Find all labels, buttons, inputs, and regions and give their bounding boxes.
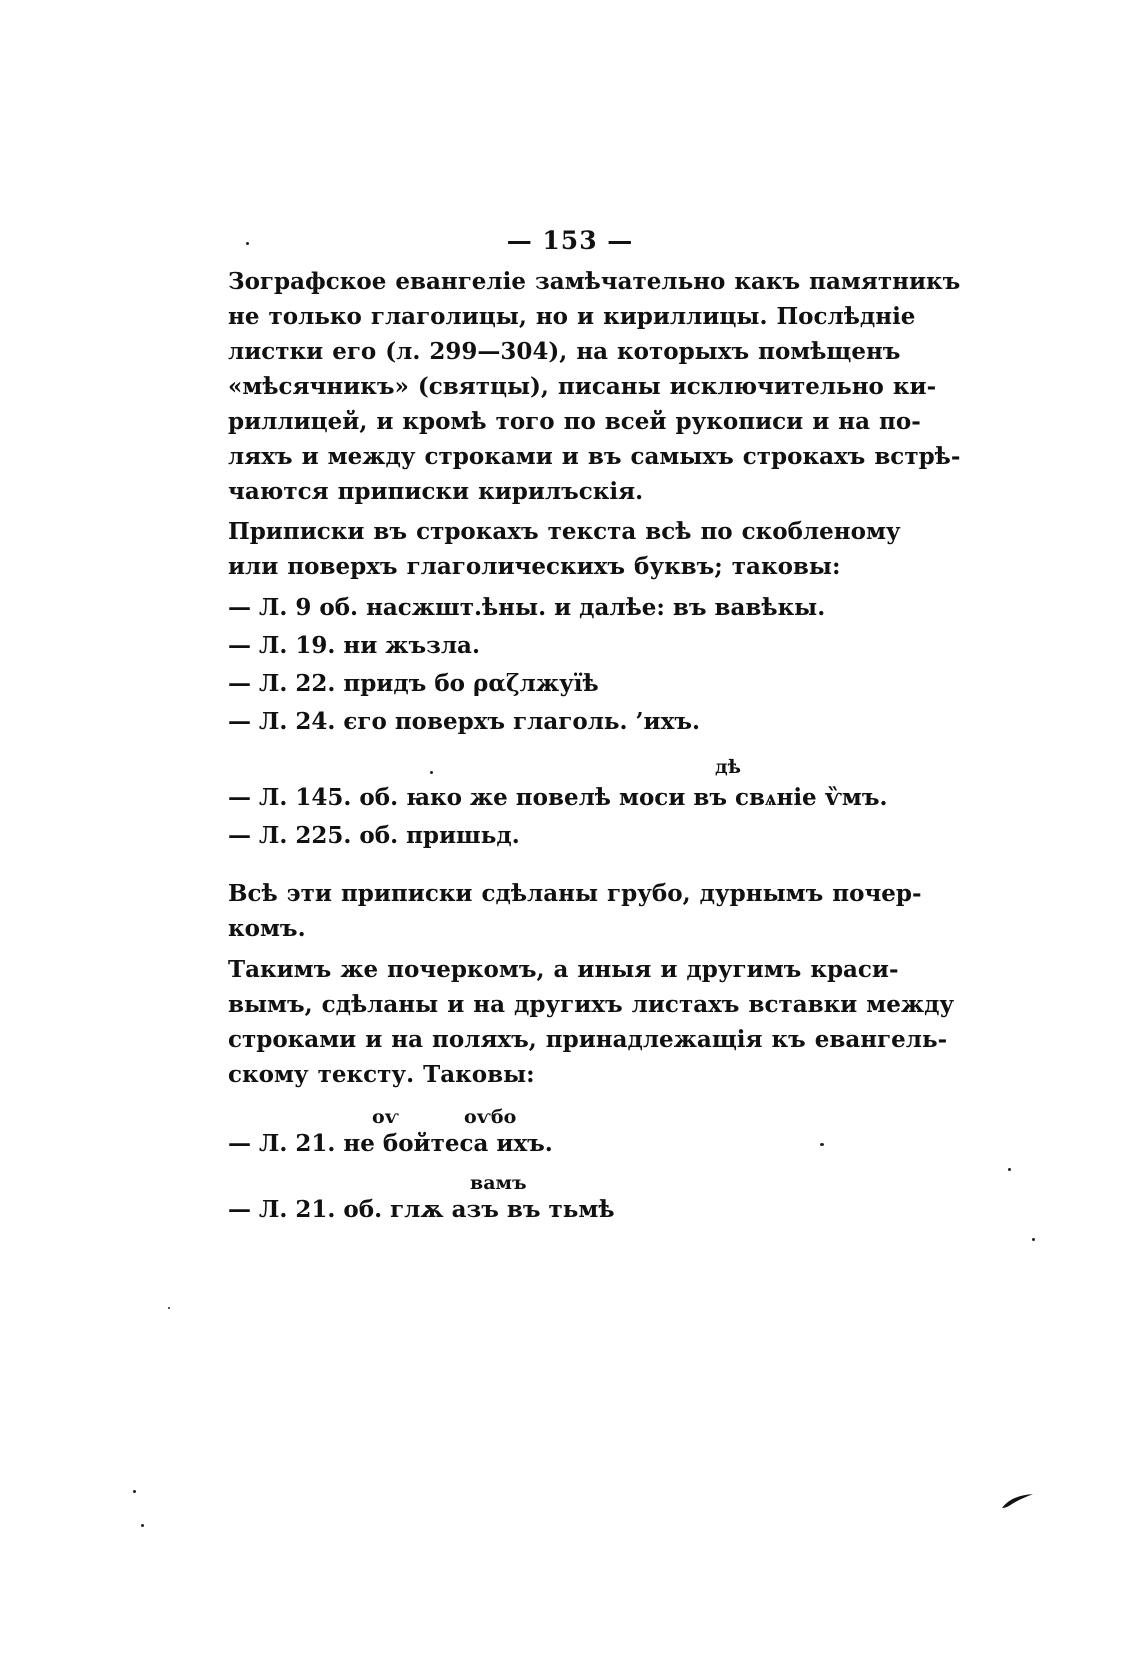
paragraph-line: скому тексту. Таковы: xyxy=(228,1061,535,1088)
entry-leaf-225: — Л. 225. об. пришьд. xyxy=(228,822,520,849)
paragraph-line: ляхъ и между строками и въ самыхъ строкахъ встрѣ- xyxy=(228,443,961,470)
paragraph-line: Всѣ эти приписки сдѣланы грубо, дурнымъ почер- xyxy=(228,880,922,907)
paragraph-line: комъ. xyxy=(228,915,306,942)
paper-speck xyxy=(1032,1238,1035,1241)
paragraph-line: Такимъ же почеркомъ, а иныя и другимъ краси- xyxy=(228,956,899,983)
paper-speck xyxy=(820,1143,824,1146)
superscript-insertion: вамъ xyxy=(470,1172,527,1194)
paragraph-line: вымъ, сдѣланы и на другихъ листахъ вставки между xyxy=(228,991,955,1018)
ink-mark xyxy=(1000,1492,1034,1510)
paragraph-line: чаются приписки кирилъскія. xyxy=(228,478,644,505)
paragraph-line: строками и на поляхъ, принадлежащія къ евангель- xyxy=(228,1026,948,1053)
entry-leaf-9: — Л. 9 об. насжшт.ѣны. и далѣе: въ вавѣкы. xyxy=(228,594,826,621)
paragraph-line: Зографское евангеліе замѣчательно какъ памятникъ xyxy=(228,268,961,295)
paragraph-1 xyxy=(228,264,961,509)
page-number: — 153 — xyxy=(506,226,634,255)
paragraph-line: или поверхъ глаголическихъ буквъ; таковы: xyxy=(228,553,841,580)
paragraph-4 xyxy=(228,952,955,1092)
entry-leaf-21: — Л. 21. не бойтеса ихъ. xyxy=(228,1130,553,1157)
entry-leaf-24: — Л. 24. єго поверхъ глаголь. ’ихъ. xyxy=(228,708,700,735)
superscript-insertion: оѵ xyxy=(372,1106,399,1128)
paragraph-3 xyxy=(228,876,922,946)
paragraph-2 xyxy=(228,514,901,584)
superscript-insertion: оѵбо xyxy=(464,1106,517,1128)
paper-speck xyxy=(1008,1168,1011,1171)
paragraph-line: «мѣсячникъ» (святцы), писаны исключительно ки- xyxy=(228,373,937,400)
paragraph-line: Приписки въ строкахъ текста всѣ по скобленому xyxy=(228,518,901,545)
entry-leaf-21-ob: — Л. 21. об. глѫ азъ въ тьмѣ xyxy=(228,1196,615,1223)
paper-speck xyxy=(246,242,249,245)
superscript-insertion: дѣ xyxy=(715,756,742,778)
entry-leaf-145: — Л. 145. об. ꙗко же повелѣ моси въ свѧніе ѷмъ. xyxy=(228,784,888,811)
paper-speck xyxy=(133,1490,136,1493)
entry-leaf-22: — Л. 22. придъ бо ραζлжуїѣ xyxy=(228,670,599,697)
paper-speck xyxy=(168,1307,170,1309)
paragraph-line: листки его (л. 299—304), на которыхъ помѣщенъ xyxy=(228,338,901,365)
entry-leaf-19: — Л. 19. ни жъзла. xyxy=(228,632,480,659)
paper-speck xyxy=(430,771,433,774)
paragraph-line: риллицей, и кромѣ того по всей рукописи и на по- xyxy=(228,408,921,435)
paper-speck xyxy=(141,1524,144,1527)
paragraph-line: не только глаголицы, но и кириллицы. Послѣдніе xyxy=(228,303,916,330)
